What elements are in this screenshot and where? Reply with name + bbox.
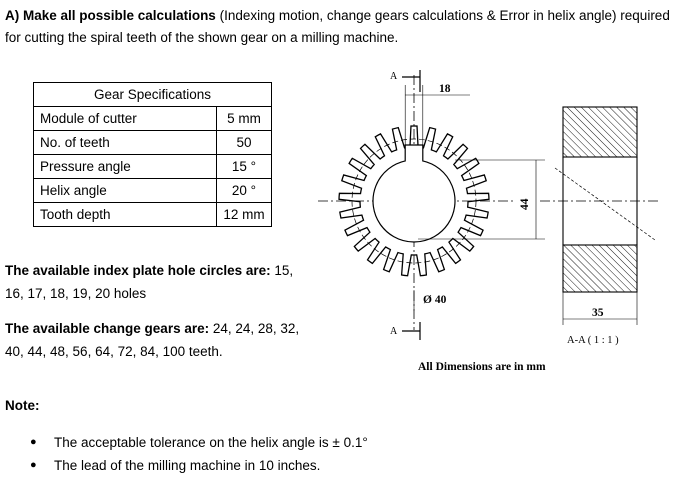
change-gears-label: The available change gears are:	[5, 321, 210, 336]
height-dimension: 44	[519, 198, 531, 210]
index-plate-label: The available index plate hole circles are:	[5, 263, 271, 278]
spec-value: 20 °	[217, 179, 272, 203]
section-view-label: A-A ( 1 : 1 )	[567, 335, 619, 346]
spec-value: 15 °	[217, 155, 272, 179]
note-item-text: The acceptable tolerance on the helix angle is ± 0.1°	[54, 435, 368, 450]
spec-table-header: Gear Specifications	[34, 83, 272, 107]
keyway-dimension: 18	[439, 83, 451, 95]
question-body: (Indexing motion, change gears calculations & Error in helix angle) required for cutting the spiral teeth of the shown gear on a milling machine.	[5, 8, 670, 45]
section-letter-bottom: A	[390, 326, 398, 337]
bore-dimension: Ø 40	[423, 294, 447, 306]
spec-value: 5 mm	[217, 107, 272, 131]
spec-name: Helix angle	[34, 179, 217, 203]
spec-name: Pressure angle	[34, 155, 217, 179]
note-item-text: The lead of the milling machine in 10 inches.	[54, 458, 321, 473]
section-hatch-top	[563, 107, 637, 157]
spec-value: 50	[217, 131, 272, 155]
spec-name: No. of teeth	[34, 131, 217, 155]
section-letter-top: A	[390, 71, 398, 82]
index-plate-values: 15, 16, 17, 18, 19, 20 holes	[5, 263, 294, 301]
spec-name: Tooth depth	[34, 203, 217, 227]
section-hatch-bottom	[563, 245, 637, 292]
width-dimension: 35	[592, 307, 604, 319]
spec-value: 12 mm	[217, 203, 272, 227]
question-label: A) Make all possible calculations	[5, 8, 216, 23]
bore-with-keyway	[373, 145, 455, 242]
bullet-icon: ●	[30, 436, 37, 448]
note-title: Note:	[5, 398, 40, 413]
helix-line	[555, 168, 655, 240]
change-gears-values: 24, 24, 28, 32, 40, 44, 48, 56, 64, 72, 84, 100 teeth.	[5, 321, 300, 359]
bullet-icon: ●	[30, 459, 37, 471]
spec-name: Module of cutter	[34, 107, 217, 131]
dimensions-footer: All Dimensions are in mm	[418, 361, 546, 373]
